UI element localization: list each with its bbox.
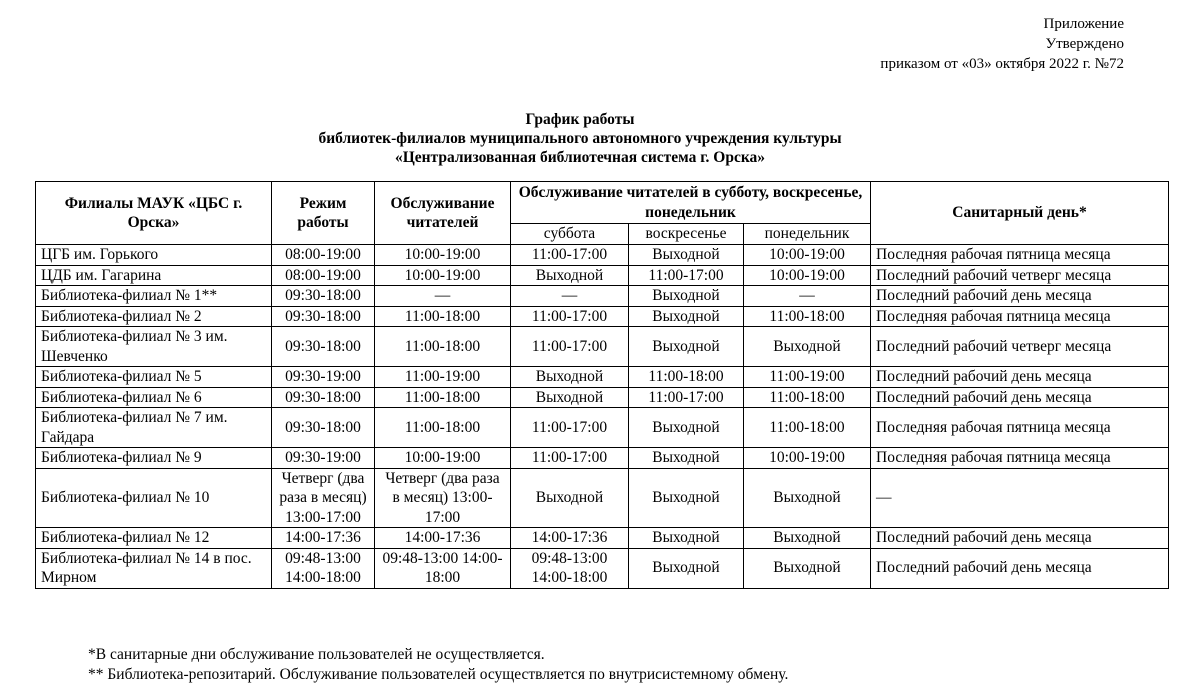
cell-monday: 11:00-18:00 xyxy=(744,408,871,448)
cell-saturday: 11:00-17:00 xyxy=(511,327,629,367)
cell-sunday: 11:00-18:00 xyxy=(629,367,744,388)
header-service: Обслуживание читателей xyxy=(375,182,511,245)
title-line-3: «Централизованная библиотечная система г. Орска» xyxy=(394,149,766,166)
cell-sunday: Выходной xyxy=(629,548,744,588)
table-body xyxy=(36,245,1169,589)
footnote-sanitary: *В санитарные дни обслуживание пользователей не осуществляется. xyxy=(88,646,545,663)
cell-branch: ЦГБ им. Горького xyxy=(36,245,272,266)
cell-mode: 09:30-19:00 xyxy=(272,448,375,469)
table-row xyxy=(36,265,1169,286)
cell-mode: 09:48-13:00 14:00-18:00 xyxy=(272,548,375,588)
cell-saturday: Выходной xyxy=(511,468,629,528)
cell-mode: 09:30-19:00 xyxy=(272,367,375,388)
cell-saturday: Выходной xyxy=(511,387,629,408)
cell-sunday: Выходной xyxy=(629,245,744,266)
cell-monday: Выходной xyxy=(744,528,871,549)
table-row xyxy=(36,245,1169,266)
header-mon: понедельник xyxy=(744,224,871,245)
cell-sunday: Выходной xyxy=(629,408,744,448)
cell-mode: 09:30-18:00 xyxy=(272,306,375,327)
cell-sanitary: Последний рабочий четверг месяца xyxy=(871,265,1169,286)
footnotes xyxy=(88,645,788,685)
table-row xyxy=(36,548,1169,588)
table-row xyxy=(36,327,1169,367)
cell-mode: Четверг (два раза в месяц) 13:00-17:00 xyxy=(272,468,375,528)
title-line-1: График работы xyxy=(525,111,635,128)
table-row xyxy=(36,286,1169,307)
cell-monday: 11:00-18:00 xyxy=(744,387,871,408)
table-row xyxy=(36,387,1169,408)
document-title xyxy=(0,110,1160,167)
table-header xyxy=(36,182,1169,245)
title-line-2: библиотек-филиалов муниципального автономного учреждения культуры xyxy=(318,130,842,147)
header-branch: Филиалы МАУК «ЦБС г. Орска» xyxy=(36,182,272,245)
header-sun: воскресенье xyxy=(629,224,744,245)
cell-branch: Библиотека-филиал № 5 xyxy=(36,367,272,388)
cell-sunday: Выходной xyxy=(629,448,744,469)
cell-branch: Библиотека-филиал № 10 xyxy=(36,468,272,528)
cell-service: 11:00-18:00 xyxy=(375,387,511,408)
cell-mode: 09:30-18:00 xyxy=(272,327,375,367)
cell-sanitary: Последний рабочий день месяца xyxy=(871,387,1169,408)
cell-sanitary: — xyxy=(871,468,1169,528)
cell-saturday: 14:00-17:36 xyxy=(511,528,629,549)
cell-saturday: 11:00-17:00 xyxy=(511,448,629,469)
cell-service: 11:00-18:00 xyxy=(375,327,511,367)
cell-mode: 14:00-17:36 xyxy=(272,528,375,549)
approval-line-appendix: Приложение xyxy=(1043,16,1124,32)
cell-saturday: Выходной xyxy=(511,367,629,388)
cell-mode: 09:30-18:00 xyxy=(272,286,375,307)
cell-monday: 11:00-18:00 xyxy=(744,306,871,327)
cell-sanitary: Последний рабочий день месяца xyxy=(871,548,1169,588)
cell-branch: Библиотека-филиал № 7 им. Гайдара xyxy=(36,408,272,448)
cell-branch: Библиотека-филиал № 9 xyxy=(36,448,272,469)
cell-branch: Библиотека-филиал № 12 xyxy=(36,528,272,549)
cell-monday: 10:00-19:00 xyxy=(744,245,871,266)
header-sat: суббота xyxy=(511,224,629,245)
cell-service: 10:00-19:00 xyxy=(375,245,511,266)
cell-sanitary: Последний рабочий день месяца xyxy=(871,286,1169,307)
approval-block xyxy=(880,14,1124,74)
table-row xyxy=(36,306,1169,327)
cell-saturday: 11:00-17:00 xyxy=(511,306,629,327)
table-row xyxy=(36,367,1169,388)
cell-service: 10:00-19:00 xyxy=(375,448,511,469)
schedule-table xyxy=(35,181,1169,589)
cell-branch: Библиотека-филиал № 14 в пос. Мирном xyxy=(36,548,272,588)
cell-sunday: Выходной xyxy=(629,306,744,327)
cell-sanitary: Последний рабочий день месяца xyxy=(871,367,1169,388)
cell-branch: Библиотека-филиал № 3 им. Шевченко xyxy=(36,327,272,367)
cell-sunday: Выходной xyxy=(629,286,744,307)
table-row xyxy=(36,468,1169,528)
cell-service: 11:00-18:00 xyxy=(375,408,511,448)
cell-service: Четверг (два раза в месяц) 13:00-17:00 xyxy=(375,468,511,528)
cell-sunday: 11:00-17:00 xyxy=(629,265,744,286)
cell-sanitary: Последняя рабочая пятница месяца xyxy=(871,448,1169,469)
cell-branch: Библиотека-филиал № 1** xyxy=(36,286,272,307)
table-row xyxy=(36,448,1169,469)
cell-sanitary: Последняя рабочая пятница месяца xyxy=(871,306,1169,327)
cell-saturday: 11:00-17:00 xyxy=(511,408,629,448)
approval-line-order: приказом от «03» октября 2022 г. №72 xyxy=(880,56,1124,72)
cell-monday: Выходной xyxy=(744,468,871,528)
cell-saturday: 11:00-17:00 xyxy=(511,245,629,266)
cell-branch: ЦДБ им. Гагарина xyxy=(36,265,272,286)
cell-sunday: Выходной xyxy=(629,528,744,549)
cell-sanitary: Последняя рабочая пятница месяца xyxy=(871,245,1169,266)
cell-monday: — xyxy=(744,286,871,307)
cell-branch: Библиотека-филиал № 2 xyxy=(36,306,272,327)
cell-sanitary: Последний рабочий четверг месяца xyxy=(871,327,1169,367)
cell-sunday: 11:00-17:00 xyxy=(629,387,744,408)
cell-monday: 11:00-19:00 xyxy=(744,367,871,388)
header-weekend: Обслуживание читателей в субботу, воскресенье, понедельник xyxy=(511,182,871,224)
cell-monday: Выходной xyxy=(744,327,871,367)
cell-service: 09:48-13:00 14:00-18:00 xyxy=(375,548,511,588)
cell-service: 10:00-19:00 xyxy=(375,265,511,286)
cell-sunday: Выходной xyxy=(629,327,744,367)
footnote-repository: ** Библиотека-репозитарий. Обслуживание пользователей осуществляется по внутрисистемному обмену. xyxy=(88,666,789,683)
cell-service: — xyxy=(375,286,511,307)
cell-sunday: Выходной xyxy=(629,468,744,528)
cell-mode: 08:00-19:00 xyxy=(272,265,375,286)
cell-monday: 10:00-19:00 xyxy=(744,448,871,469)
header-mode: Режим работы xyxy=(272,182,375,245)
header-sanitary: Санитарный день* xyxy=(871,182,1169,245)
cell-branch: Библиотека-филиал № 6 xyxy=(36,387,272,408)
cell-service: 14:00-17:36 xyxy=(375,528,511,549)
cell-saturday: — xyxy=(511,286,629,307)
cell-sanitary: Последний рабочий день месяца xyxy=(871,528,1169,549)
cell-service: 11:00-18:00 xyxy=(375,306,511,327)
cell-mode: 08:00-19:00 xyxy=(272,245,375,266)
table-row xyxy=(36,408,1169,448)
cell-saturday: 09:48-13:00 14:00-18:00 xyxy=(511,548,629,588)
cell-sanitary: Последняя рабочая пятница месяца xyxy=(871,408,1169,448)
table-row xyxy=(36,528,1169,549)
cell-saturday: Выходной xyxy=(511,265,629,286)
cell-service: 11:00-19:00 xyxy=(375,367,511,388)
cell-mode: 09:30-18:00 xyxy=(272,387,375,408)
cell-mode: 09:30-18:00 xyxy=(272,408,375,448)
cell-monday: Выходной xyxy=(744,548,871,588)
cell-monday: 10:00-19:00 xyxy=(744,265,871,286)
approval-line-approved: Утверждено xyxy=(1045,36,1124,52)
